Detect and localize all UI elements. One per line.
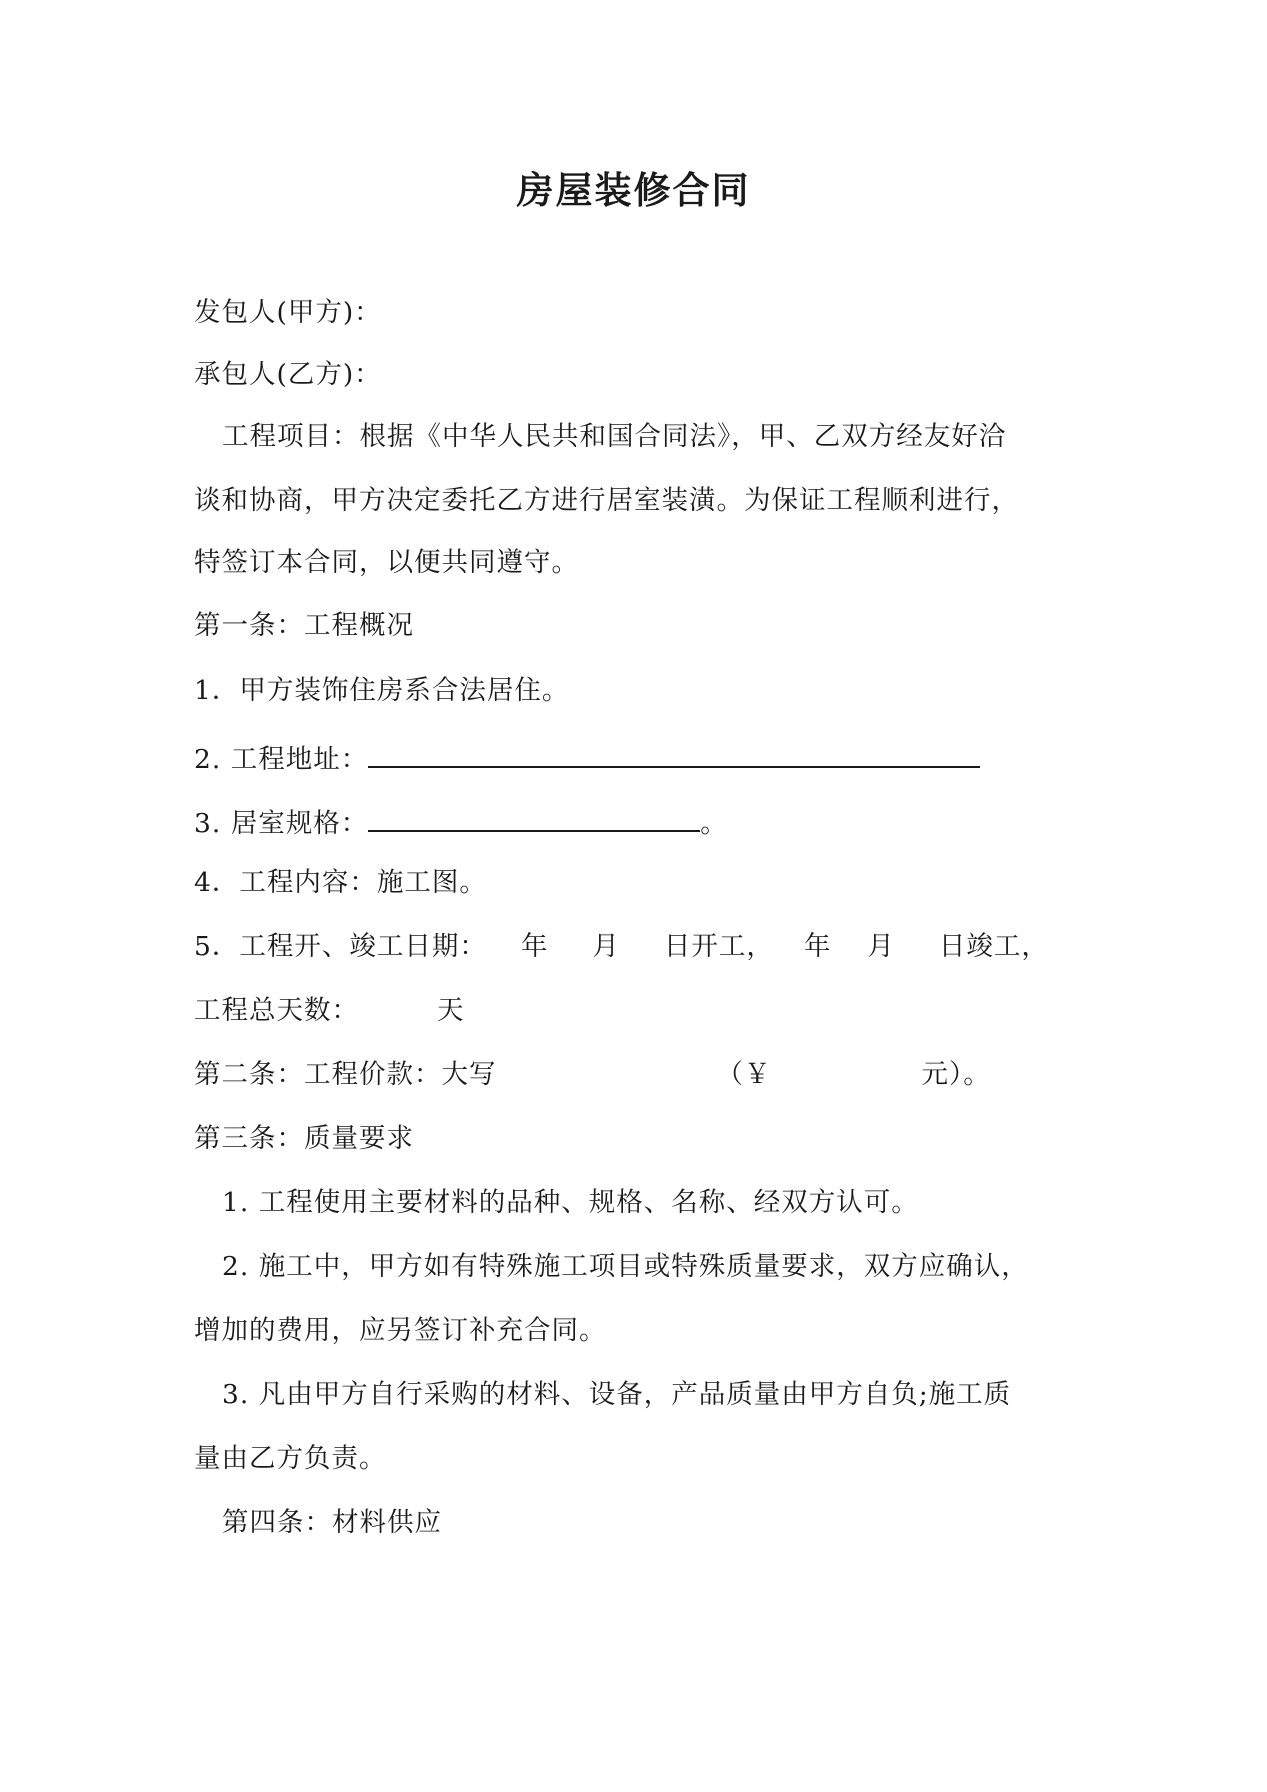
start-year: 年 [520,931,549,962]
end-year: 年 [803,931,832,962]
dates-label: 5．工程开、竣工日期： [194,931,487,962]
article-4-heading: 第四条：材料供应 [222,1507,442,1538]
article-1-item-4: 4．工程内容：施工图。 [194,867,487,898]
article-3-item-1: 1. 工程使用主要材料的品种、规格、名称、经双方认可。 [222,1187,919,1218]
price-yen: （￥ [716,1059,772,1090]
end-month: 月 [867,931,895,962]
room-spec-blank[interactable] [368,802,700,832]
article-1-item-1: 1．甲方装饰住房系合法居住。 [194,675,570,706]
price-yuan: 元）。 [921,1059,991,1090]
article-3-item-2-line-1: 2. 施工中，甲方如有特殊施工项目或特殊质量要求，双方应确认， [222,1251,1029,1282]
total-days-label: 工程总天数： [194,995,359,1026]
room-spec-end: 。 [700,808,728,839]
party-b-line: 承包人(乙方)： [194,359,382,390]
address-label: 2. 工程地址： [194,744,369,775]
article-1-item-3 [194,802,728,841]
party-a-line: 发包人(甲方)： [194,297,382,328]
article-3-item-3-line-2: 量由乙方负责。 [194,1443,387,1474]
article-1-item-2 [194,738,980,777]
document-title: 房屋装修合同 [516,169,751,212]
article-1-heading: 第一条：工程概况 [194,610,414,641]
room-spec-label: 3. 居室规格： [194,808,369,839]
total-days-line [194,994,465,1028]
address-blank[interactable] [368,738,980,768]
start-day: 日开工， [663,931,774,962]
article-3-item-3-line-1: 3. 凡由甲方自行采购的材料、设备，产品质量由甲方自负;施工质 [222,1379,1012,1410]
end-day: 日竣工， [938,931,1049,962]
preamble-line-3: 特签订本合同，以便共同遵守。 [194,547,579,578]
article-3-item-2-line-2: 增加的费用，应另签订补充合同。 [194,1315,607,1346]
article-2-line [194,1058,991,1092]
article-1-item-5 [194,930,1049,964]
start-month: 月 [592,931,620,962]
price-label: 第二条：工程价款：大写 [194,1059,497,1090]
preamble-line-2: 谈和协商，甲方决定委托乙方进行居室装潢。为保证工程顺利进行， [194,485,1019,516]
preamble-line-1: 工程项目：根据《中华人民共和国合同法》，甲、乙双方经友好洽 [222,421,1007,452]
days-unit: 天 [437,995,465,1026]
article-3-heading: 第三条：质量要求 [194,1123,414,1154]
